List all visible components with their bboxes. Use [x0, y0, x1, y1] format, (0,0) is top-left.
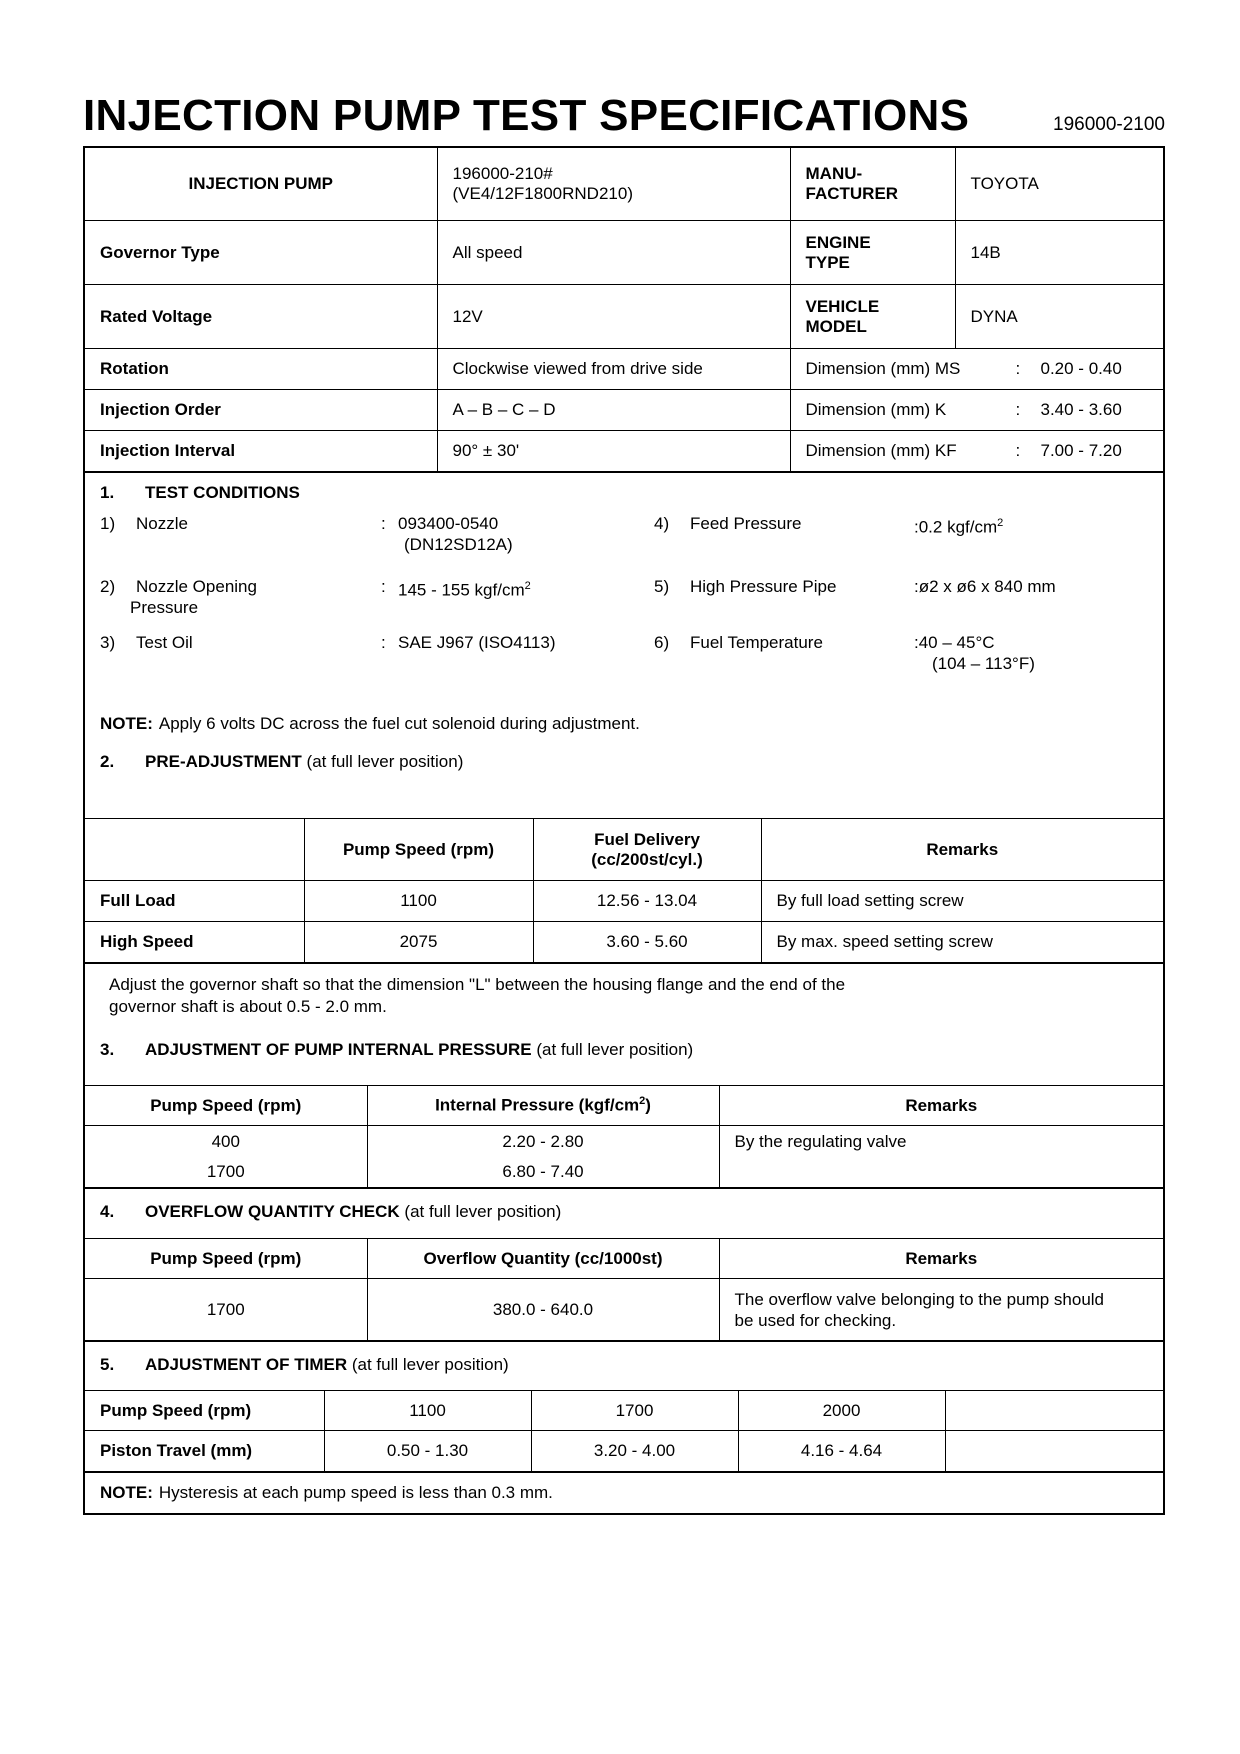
section-3-title [100, 1030, 1148, 1070]
section-5-note-text: Hysteresis at each pump speed is less than 0.3 mm. [158, 1483, 553, 1502]
manufacturer-label-line1: MANU- [805, 164, 863, 183]
rotation-label: Rotation [85, 349, 437, 390]
section-5-heading: ADJUSTMENT OF TIMER [145, 1355, 348, 1374]
internal-speeds [85, 1126, 367, 1188]
manufacturer-label [790, 148, 955, 221]
section-5-header [85, 1341, 1163, 1390]
internal-remarks: By the regulating valve [719, 1126, 1163, 1188]
injection-pump-label: INJECTION PUMP [85, 148, 437, 221]
section-1-note-text: Apply 6 volts DC across the fuel cut solenoid during adjustment. [158, 714, 640, 733]
governor-shaft-text-1: Adjust the governor shaft so that the dimension "L" between the housing flange and the end of the [109, 975, 846, 994]
cond-6-value [914, 632, 1114, 674]
section-2-title [100, 742, 1148, 782]
cond-2-sep: : [381, 577, 386, 596]
pre-adj-delivery-header-2: (cc/200st/cyl.) [591, 849, 703, 869]
section-4-header [85, 1188, 1163, 1238]
section-5-number: 5. [100, 1355, 115, 1374]
pre-adj-row-delivery: 12.56 - 13.04 [533, 881, 761, 922]
section-1-title [100, 473, 1148, 513]
section-3-heading: ADJUSTMENT OF PUMP INTERNAL PRESSURE [145, 1040, 532, 1059]
section-3-suffix: (at full lever position) [536, 1040, 694, 1059]
section-5-title [100, 1342, 1148, 1388]
internal-speed-1700: 1700 [206, 1161, 245, 1181]
governor-label: Governor Type [85, 221, 437, 285]
pre-adj-speed-header: Pump Speed (rpm) [304, 819, 533, 881]
spec-box [83, 146, 1165, 1515]
voltage-value: 12V [437, 285, 790, 349]
cond-3-sep: : [381, 633, 386, 652]
overflow-table [85, 1238, 1163, 1341]
cond-6-label: Fuel Temperature [690, 633, 823, 652]
section-4-title [100, 1189, 1148, 1234]
cond-4-value [914, 513, 1114, 555]
cond-1-value-a: 093400-0540 [398, 514, 499, 533]
cond-6-value-a: :40 – 45°C [914, 633, 995, 652]
order-label: Injection Order [85, 390, 437, 431]
cond-2-label-b: Pressure [130, 598, 199, 617]
cond-6-value-b: (104 – 113°F) [932, 654, 1035, 673]
cond-2-value-text: 145 - 155 kgf/cm [398, 580, 525, 600]
cond-1-value [398, 513, 654, 555]
overflow-remarks-header: Remarks [719, 1239, 1163, 1279]
cond-6-num: 6) [654, 633, 670, 652]
cond-4-num: 4) [654, 514, 670, 533]
vehicle-value: DYNA [955, 285, 1163, 349]
pre-adjustment-table [85, 818, 1163, 963]
cond-2-superscript: 2 [524, 580, 531, 592]
dimension-k-label: Dimension (mm) K [805, 400, 947, 419]
overflow-quantity-header: Overflow Quantity (cc/1000st) [367, 1239, 719, 1279]
dimension-k-sep: : [1015, 400, 1021, 419]
cond-3-value: SAE J967 (ISO4113) [398, 633, 556, 652]
document-number: 196000-2100 [1053, 114, 1165, 135]
governor-shaft-text-2: governor shaft is about 0.5 - 2.0 mm. [109, 997, 387, 1016]
cond-4-superscript: 2 [997, 517, 1004, 529]
internal-speed-400: 400 [211, 1131, 240, 1151]
section-5-note-label: NOTE: [100, 1483, 153, 1502]
header-table [85, 148, 1163, 472]
overflow-quantity: 380.0 - 640.0 [367, 1279, 719, 1341]
timer-travel-4 [945, 1431, 1163, 1472]
dimension-ms-label: Dimension (mm) MS [805, 359, 961, 378]
overflow-remarks [719, 1279, 1163, 1341]
internal-pressures [367, 1126, 719, 1188]
internal-pressure-header-sup: 2 [639, 1095, 646, 1108]
vehicle-label [790, 285, 955, 349]
test-conditions-grid [100, 513, 1148, 674]
section-5-note [85, 1472, 1163, 1513]
dimension-kf [790, 431, 1163, 472]
cond-2-label [120, 576, 381, 618]
internal-remarks-header: Remarks [719, 1086, 1163, 1126]
cond-4-value-text: :0.2 kgf/cm [914, 517, 998, 537]
overflow-speed-header: Pump Speed (rpm) [85, 1239, 367, 1279]
dimension-kf-label: Dimension (mm) KF [805, 441, 957, 460]
section-2-suffix: (at full lever position) [306, 752, 464, 771]
timer-speed-2: 1700 [531, 1391, 738, 1431]
internal-pressure-header-close: ) [645, 1095, 651, 1115]
pre-adj-row-name: Full Load [85, 881, 304, 922]
pre-adj-remarks-header: Remarks [761, 819, 1163, 881]
timer-travel-1: 0.50 - 1.30 [324, 1431, 531, 1472]
pre-adj-delivery-header [533, 819, 761, 881]
cond-5-value: :ø2 x ø6 x 840 mm [914, 577, 1056, 596]
dimension-ms-sep: : [1015, 359, 1021, 378]
manufacturer-label-line2: FACTURER [805, 184, 899, 203]
section-1-note [100, 714, 1148, 734]
dimension-kf-value: 7.00 - 7.20 [1040, 441, 1122, 460]
internal-pressure-header-text: Internal Pressure (kgf/cm [435, 1095, 640, 1115]
cond-3-num: 3) [100, 633, 116, 652]
engine-label-line1: ENGINE [805, 232, 871, 252]
timer-speed-4 [945, 1391, 1163, 1431]
title-row [83, 88, 1165, 138]
governor-shaft-note [85, 963, 1163, 1085]
cond-5-num: 5) [654, 577, 670, 596]
test-conditions-section [85, 472, 1163, 818]
cond-2-num: 2) [100, 577, 116, 596]
internal-pressure-header [367, 1086, 719, 1126]
timer-speed-1: 1100 [324, 1391, 531, 1431]
interval-label: Injection Interval [85, 431, 437, 472]
timer-speed-label: Pump Speed (rpm) [85, 1391, 324, 1431]
pre-adj-row-speed: 2075 [304, 922, 533, 963]
pre-adj-row-name: High Speed [85, 922, 304, 963]
page-title: INJECTION PUMP TEST SPECIFICATIONS [83, 91, 970, 140]
section-5-note-line [100, 1473, 1148, 1513]
timer-table [85, 1390, 1163, 1472]
section-1-heading: TEST CONDITIONS [145, 483, 300, 502]
cond-1-sep: : [381, 514, 386, 533]
engine-label-line2: TYPE [805, 252, 850, 272]
table-row [85, 1126, 1163, 1188]
voltage-label: Rated Voltage [85, 285, 437, 349]
overflow-remarks-2: be used for checking. [734, 1310, 897, 1330]
section-1-note-label: NOTE: [100, 714, 153, 733]
pump-model-text: (VE4/12F1800RND210) [452, 184, 633, 203]
dimension-ms [790, 349, 1163, 390]
cond-4-label: Feed Pressure [690, 514, 802, 533]
table-row [85, 1431, 1163, 1472]
section-4-heading: OVERFLOW QUANTITY CHECK [145, 1202, 400, 1221]
interval-value: 90° ± 30' [437, 431, 790, 472]
rotation-value: Clockwise viewed from drive side [437, 349, 790, 390]
vehicle-label-line2: MODEL [805, 316, 867, 336]
spec-sheet [83, 88, 1165, 1515]
cond-1-label: Nozzle [136, 514, 188, 533]
cond-5-label: High Pressure Pipe [690, 577, 837, 596]
pre-adj-row-remarks: By full load setting screw [761, 881, 1163, 922]
pre-adj-delivery-header-1: Fuel Delivery [594, 829, 700, 849]
section-2-number: 2. [100, 752, 115, 771]
vehicle-label-line1: VEHICLE [805, 296, 880, 316]
pre-adj-row-remarks: By max. speed setting screw [761, 922, 1163, 963]
governor-shaft-text [109, 974, 1148, 1018]
internal-pressure-2: 6.80 - 7.40 [502, 1161, 584, 1181]
pump-number-text: 196000-210# [452, 164, 553, 183]
internal-pressure-table [85, 1085, 1163, 1188]
overflow-speed: 1700 [85, 1279, 367, 1341]
dimension-ms-value: 0.20 - 0.40 [1040, 359, 1122, 378]
timer-speed-3: 2000 [738, 1391, 945, 1431]
pre-adj-row-speed: 1100 [304, 881, 533, 922]
section-2-heading: PRE-ADJUSTMENT [145, 752, 302, 771]
table-row [85, 881, 1163, 922]
pump-number [437, 148, 790, 221]
dimension-k [790, 390, 1163, 431]
timer-travel-label: Piston Travel (mm) [85, 1431, 324, 1472]
engine-label [790, 221, 955, 285]
dimension-k-value: 3.40 - 3.60 [1040, 400, 1122, 419]
order-value: A – B – C – D [437, 390, 790, 431]
timer-travel-3: 4.16 - 4.64 [738, 1431, 945, 1472]
pre-adj-row-delivery: 3.60 - 5.60 [533, 922, 761, 963]
internal-pressure-1: 2.20 - 2.80 [502, 1131, 584, 1151]
overflow-remarks-1: The overflow valve belonging to the pump should [734, 1289, 1105, 1309]
pre-adj-blank-header [85, 819, 304, 881]
cond-1-value-b: (DN12SD12A) [404, 535, 513, 554]
manufacturer-value: TOYOTA [955, 148, 1163, 221]
engine-value: 14B [955, 221, 1163, 285]
cond-2-value [398, 576, 654, 618]
table-row [85, 922, 1163, 963]
timer-travel-2: 3.20 - 4.00 [531, 1431, 738, 1472]
dimension-kf-sep: : [1015, 441, 1021, 460]
section-5-suffix: (at full lever position) [351, 1355, 509, 1374]
table-row [85, 1279, 1163, 1341]
section-3-number: 3. [100, 1040, 115, 1059]
section-1-number: 1. [100, 483, 115, 502]
governor-value: All speed [437, 221, 790, 285]
cond-1-num: 1) [100, 514, 116, 533]
table-row [85, 1391, 1163, 1431]
cond-3-label: Test Oil [136, 633, 193, 652]
cond-2-label-a: Nozzle Opening [136, 577, 257, 596]
internal-speed-header: Pump Speed (rpm) [85, 1086, 367, 1126]
section-4-suffix: (at full lever position) [404, 1202, 562, 1221]
section-4-number: 4. [100, 1202, 115, 1221]
